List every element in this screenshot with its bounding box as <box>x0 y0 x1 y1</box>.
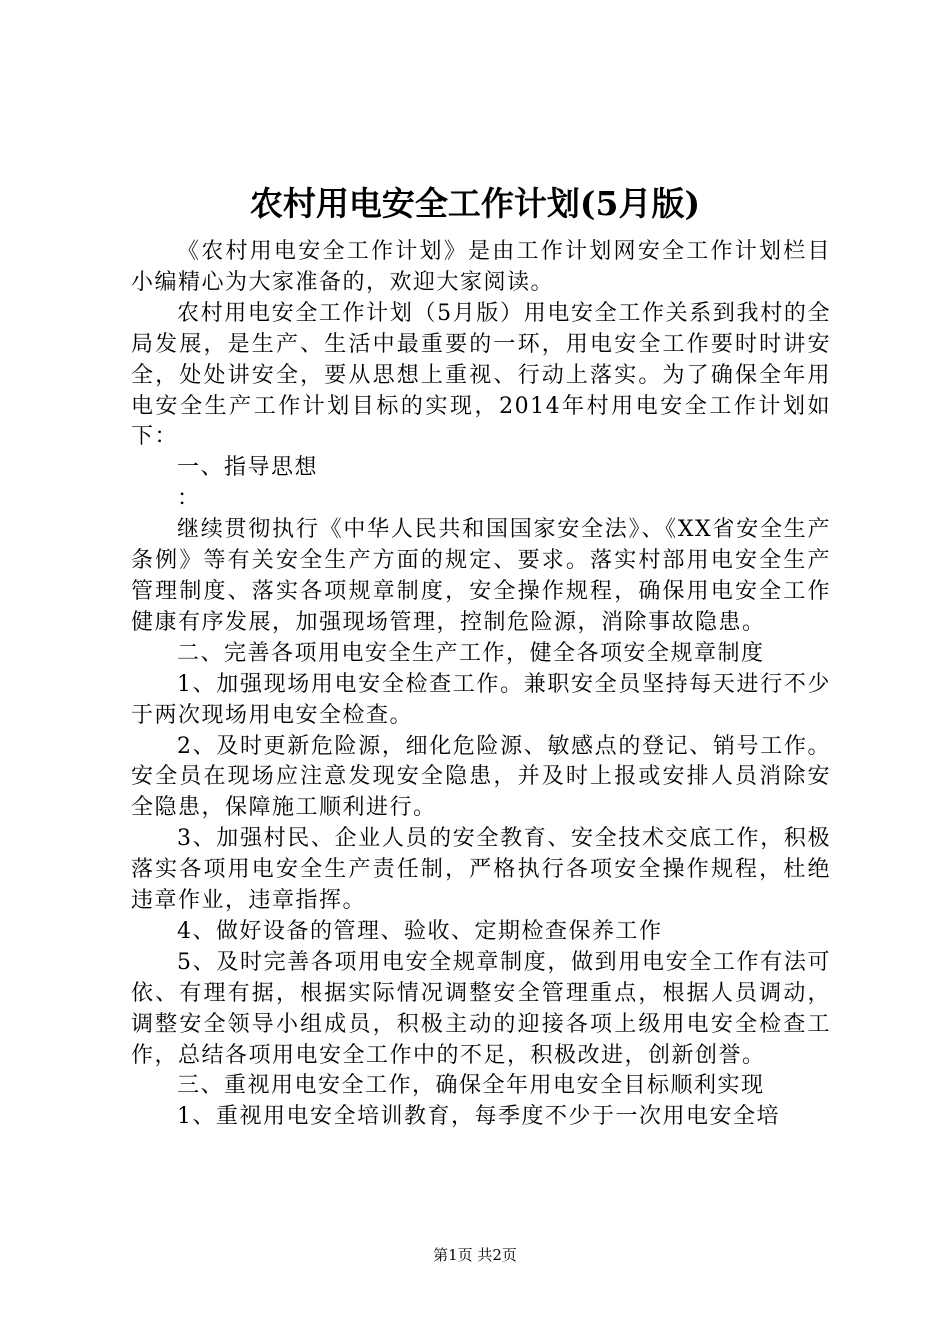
document-title: 农村用电安全工作计划(5月版) <box>249 184 701 223</box>
paragraph-colon: ： <box>177 486 201 512</box>
section-heading-improve-work: 二、完善各项用电安全生产工作，健全各项安全规章制度 <box>177 640 765 666</box>
paragraph-overview: 农村用电安全工作计划（5月版）用电安全工作关系到我村的全局发展，是生产、生活中最重要的一环，用电安全工作要时时讲安全，处处讲安全，要从思想上重视、行动上落实。为了确保全年用电安全生产工作计划目标的实现，2014年村用电安全工作计划如下： <box>131 300 831 450</box>
list-item-training: 1、重视用电安全培训教育，每季度不少于一次用电安全培 <box>177 1104 780 1130</box>
section-heading-safety-goal: 三、重视用电安全工作，确保全年用电安全目标顺利实现 <box>177 1073 765 1099</box>
page-footer: 第1页 共2页 <box>433 1246 517 1264</box>
list-item-1: 1、加强现场用电安全检查工作。兼职安全员坚持每天进行不少于两次现场用电安全检查。 <box>131 671 831 728</box>
document-body <box>131 237 831 1133</box>
section-heading-guiding-thought: 一、指导思想 <box>177 455 319 481</box>
list-item-3: 3、加强村民、企业人员的安全教育、安全技术交底工作，积极落实各项用电安全生产责任制，严格执行各项安全操作规程，杜绝违章作业，违章指挥。 <box>131 826 831 914</box>
paragraph-guiding-thought: 继续贯彻执行《中华人民共和国国家安全法》、《XX省安全生产条例》等有关安全生产方面的规定、要求。落实村部用电安全生产管理制度、落实各项规章制度，安全操作规程，确保用电安全工作健康有序发展，加强现场管理，控制危险源，消除事故隐患。 <box>131 517 831 635</box>
paragraph-intro: 《农村用电安全工作计划》是由工作计划网安全工作计划栏目小编精心为大家准备的，欢迎大家阅读。 <box>131 239 831 295</box>
list-item-4: 4、做好设备的管理、验收、定期检查保养工作 <box>177 918 663 944</box>
list-item-5: 5、及时完善各项用电安全规章制度，做到用电安全工作有法可依、有理有据，根据实际情况调整安全管理重点，根据人员调动，调整安全领导小组成员，积极主动的迎接各项上级用电安全检查工作，总结各项用电安全工作中的不足，积极改进，创新创誉。 <box>131 949 831 1068</box>
list-item-2: 2、及时更新危险源，细化危险源、敏感点的登记、销号工作。安全员在现场应注意发现安全隐患，并及时上报或安排人员消除安全隐患，保障施工顺利进行。 <box>131 733 831 821</box>
